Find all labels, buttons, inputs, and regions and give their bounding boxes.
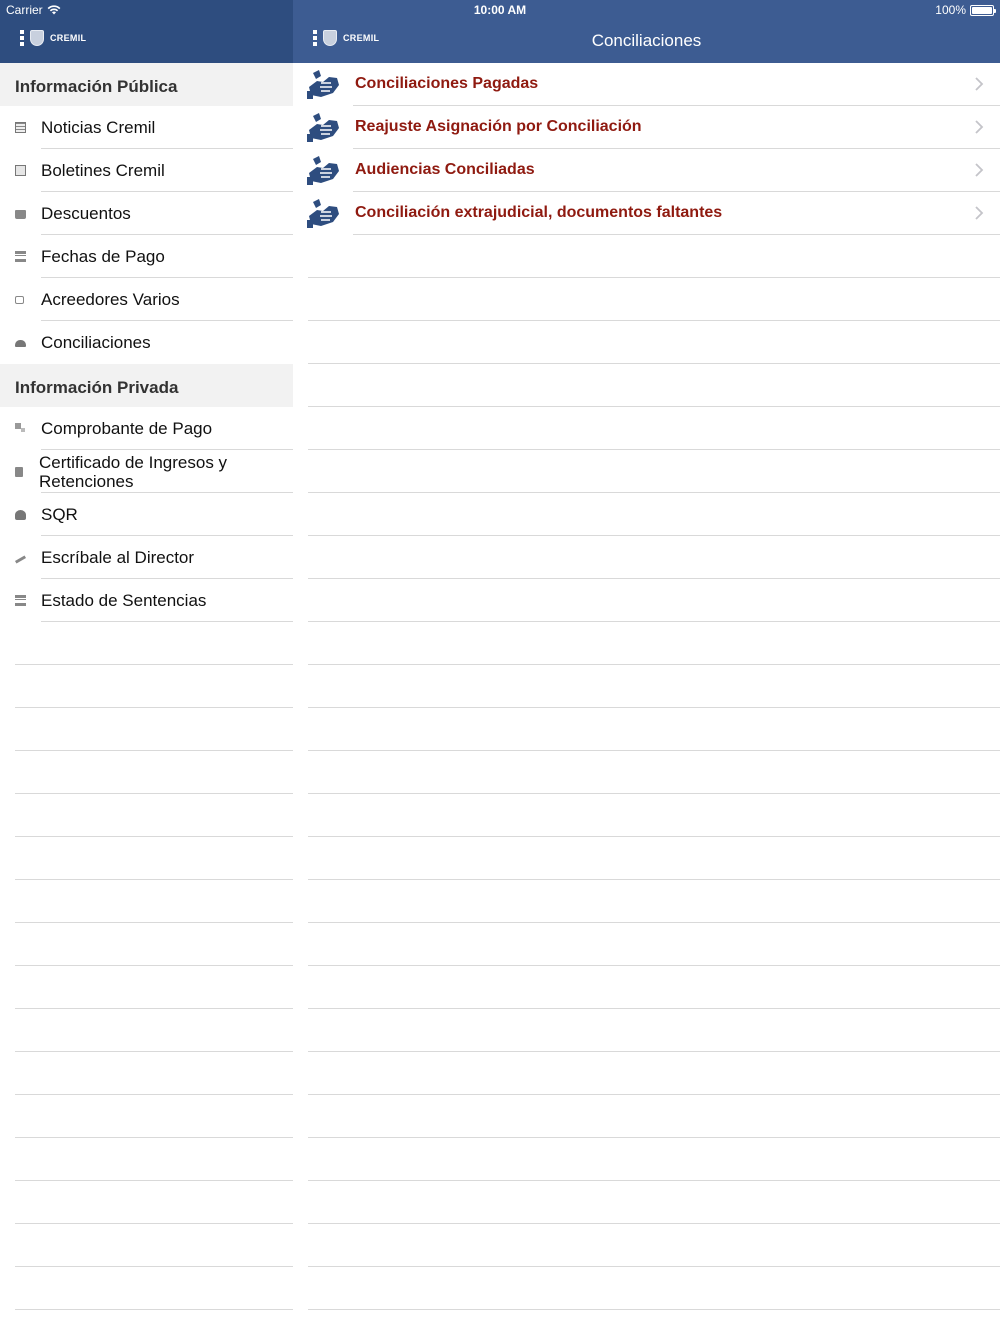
detail-pane <box>293 0 1000 1334</box>
empty-row <box>293 751 1000 794</box>
menu-item-certificado[interactable] <box>0 450 293 493</box>
handshake-icon <box>307 69 341 100</box>
chevron-right-icon <box>975 163 984 177</box>
logo-text: CREMIL <box>343 33 380 43</box>
carrier-label: Carrier <box>6 3 43 17</box>
empty-row <box>0 966 293 1009</box>
menu-item-conciliaciones[interactable] <box>0 321 293 364</box>
battery-percent: 100% <box>935 3 966 17</box>
certificate-icon <box>15 467 23 477</box>
temple-icon <box>15 251 26 262</box>
empty-row <box>0 1267 293 1310</box>
user-icon <box>15 510 26 520</box>
empty-row <box>0 665 293 708</box>
menu-item-acreedores[interactable] <box>0 278 293 321</box>
list-item-reajuste[interactable] <box>293 106 1000 149</box>
empty-row <box>293 278 1000 321</box>
empty-row <box>293 880 1000 923</box>
empty-row <box>293 966 1000 1009</box>
empty-row <box>0 1095 293 1138</box>
master-empty-rows <box>0 622 293 1310</box>
empty-row <box>0 837 293 880</box>
empty-row <box>293 708 1000 751</box>
empty-row <box>0 1009 293 1052</box>
section-header-privada: Información Privada <box>0 364 293 407</box>
detail-list <box>293 63 1000 235</box>
empty-row <box>0 1181 293 1224</box>
menu-item-label: Boletines Cremil <box>41 161 165 180</box>
chevron-right-icon <box>975 120 984 134</box>
menu-item-descuentos[interactable] <box>0 192 293 235</box>
empty-row <box>0 1224 293 1267</box>
clock: 10:00 AM <box>473 3 527 17</box>
empty-row <box>293 923 1000 966</box>
menu-item-label: SQR <box>41 505 78 524</box>
empty-row <box>293 1138 1000 1181</box>
empty-row <box>293 321 1000 364</box>
empty-row <box>293 407 1000 450</box>
menu-item-label: Noticias Cremil <box>41 118 156 137</box>
logo-text: CREMIL <box>50 33 87 43</box>
empty-row <box>293 364 1000 407</box>
status-bar <box>0 0 1000 20</box>
chevron-right-icon <box>975 206 984 220</box>
empty-row <box>293 1052 1000 1095</box>
list-item-label: Conciliación extrajudicial, documentos faltantes <box>355 204 723 221</box>
handshake-icon <box>307 112 341 143</box>
menu-item-boletines[interactable] <box>0 149 293 192</box>
temple-icon <box>15 595 26 606</box>
empty-row <box>0 708 293 751</box>
battery-indicator <box>935 3 994 17</box>
bulletin-icon <box>15 165 26 176</box>
empty-row <box>293 622 1000 665</box>
empty-row <box>0 923 293 966</box>
empty-row <box>0 1138 293 1181</box>
detail-empty-rows <box>293 235 1000 1310</box>
bag-icon <box>15 210 26 219</box>
receipt-icon <box>15 423 21 429</box>
empty-row <box>293 1009 1000 1052</box>
list-item-label: Conciliaciones Pagadas <box>355 75 539 92</box>
empty-row <box>293 1224 1000 1267</box>
menu-item-comprobante[interactable] <box>0 407 293 450</box>
empty-row <box>293 235 1000 278</box>
empty-row <box>293 1095 1000 1138</box>
menu-item-label: Fechas de Pago <box>41 247 165 266</box>
handshake-icon <box>307 198 341 229</box>
page-title: Conciliaciones <box>591 31 702 50</box>
chevron-right-icon <box>975 77 984 91</box>
handshake-icon <box>15 340 26 347</box>
list-item-label: Audiencias Conciliadas <box>355 161 535 178</box>
pen-icon <box>15 555 26 563</box>
empty-row <box>293 1267 1000 1310</box>
menu-item-escribale[interactable] <box>0 536 293 579</box>
empty-row <box>0 794 293 837</box>
empty-row <box>293 665 1000 708</box>
list-item-audiencias[interactable] <box>293 149 1000 192</box>
empty-row <box>293 536 1000 579</box>
list-item-label: Reajuste Asignación por Conciliación <box>355 118 642 135</box>
menu-item-sentencias[interactable] <box>0 579 293 622</box>
handshake-icon <box>307 155 341 186</box>
empty-row <box>0 880 293 923</box>
battery-icon <box>970 5 994 16</box>
newspaper-icon <box>15 122 26 133</box>
menu-item-label: Estado de Sentencias <box>41 591 207 610</box>
menu-item-sqr[interactable] <box>0 493 293 536</box>
empty-row <box>293 837 1000 880</box>
menu-item-noticias[interactable] <box>0 106 293 149</box>
list-item-extrajudicial[interactable] <box>293 192 1000 235</box>
menu-item-label: Comprobante de Pago <box>41 419 213 438</box>
empty-row <box>0 622 293 665</box>
empty-row <box>293 450 1000 493</box>
list-item-conciliaciones-pagadas[interactable] <box>293 63 1000 106</box>
master-pane <box>0 0 293 1334</box>
cremil-logo[interactable] <box>20 30 86 46</box>
empty-row <box>0 751 293 794</box>
menu-bars-icon <box>20 30 24 46</box>
menu-item-label: Descuentos <box>41 204 131 223</box>
empty-row <box>0 1052 293 1095</box>
menu-item-fechas-pago[interactable] <box>0 235 293 278</box>
section-header-publica: Información Pública <box>0 63 293 106</box>
empty-row <box>293 579 1000 622</box>
empty-row <box>293 1181 1000 1224</box>
crest-icon <box>30 30 44 46</box>
menu-item-label: Acreedores Varios <box>41 290 180 309</box>
empty-row <box>293 794 1000 837</box>
menu-item-label: Escríbale al Director <box>41 548 195 567</box>
menu-item-label: Conciliaciones <box>41 333 151 352</box>
hand-icon <box>15 296 24 304</box>
menu-item-label: Certificado de Ingresos y Retenciones <box>39 453 228 491</box>
empty-row <box>293 493 1000 536</box>
